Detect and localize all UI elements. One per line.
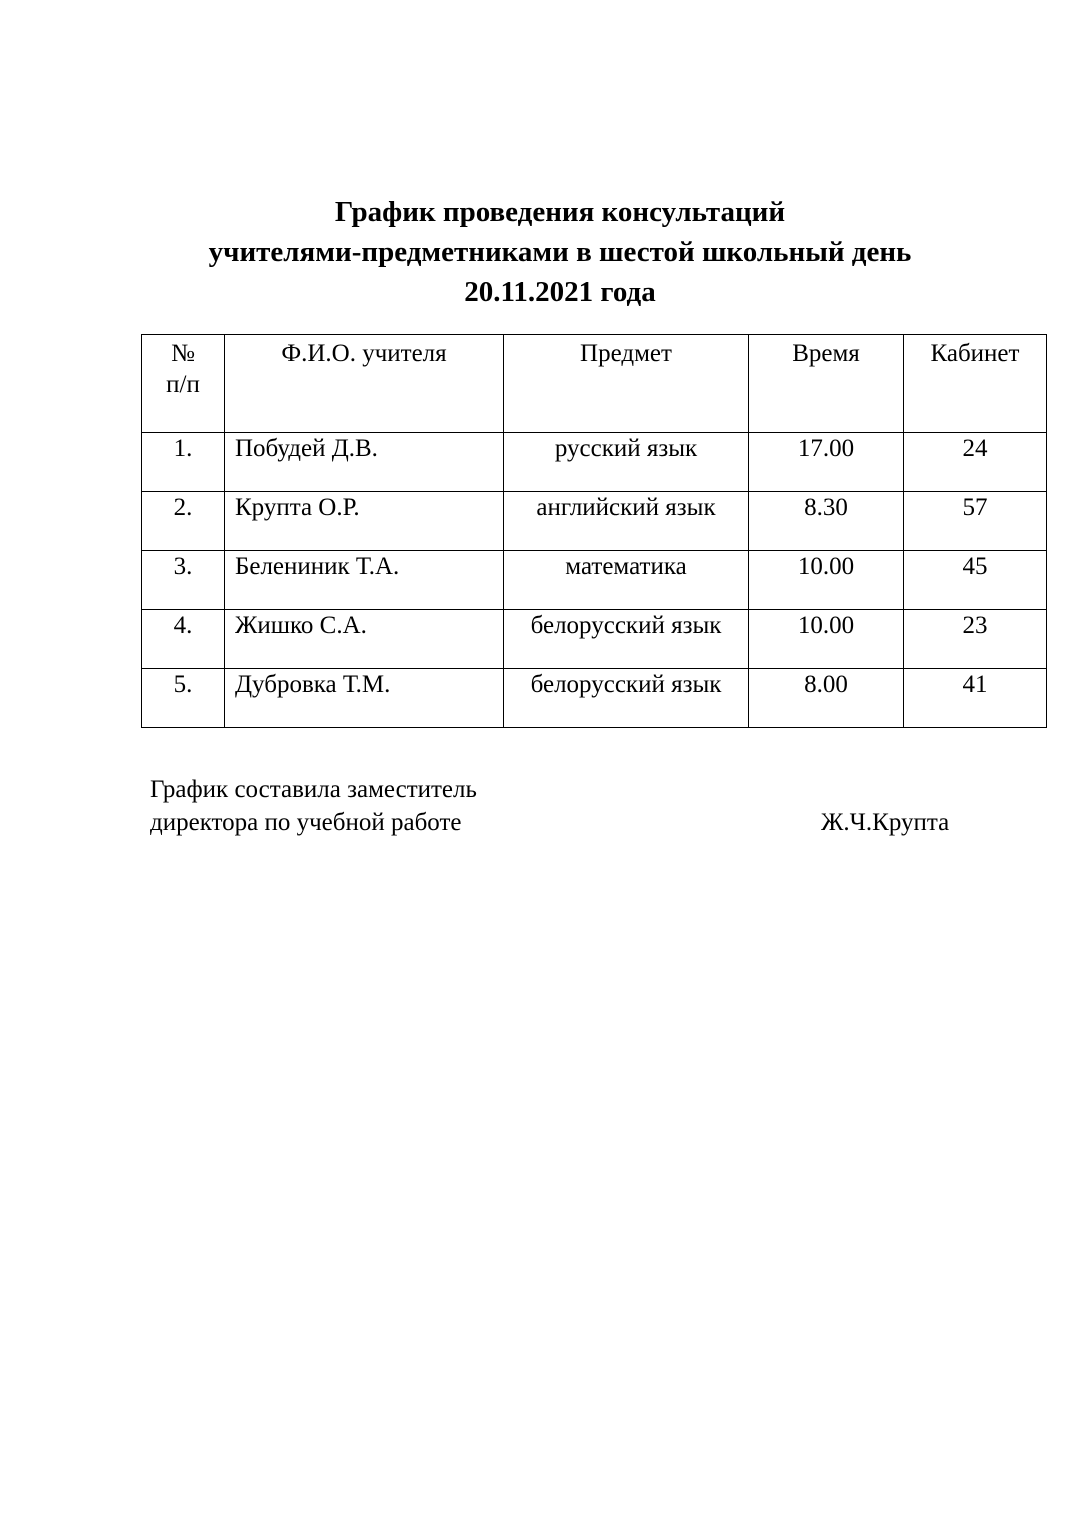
- cell-time: 8.30: [749, 492, 904, 551]
- cell-number: 5.: [142, 669, 225, 728]
- cell-teacher-name: Дубровка Т.М.: [225, 669, 504, 728]
- cell-number: 4.: [142, 610, 225, 669]
- cell-room: 41: [904, 669, 1047, 728]
- document-title: [0, 192, 1080, 312]
- cell-teacher-name: Белениник Т.А.: [225, 551, 504, 610]
- compiled-by-line-1: График составила заместитель: [150, 776, 477, 803]
- table-header-row: [142, 335, 1047, 433]
- table-row: [142, 669, 1047, 728]
- header-teacher-name: Ф.И.О. учителя: [225, 335, 504, 433]
- table-row: [142, 610, 1047, 669]
- cell-time: 8.00: [749, 669, 904, 728]
- cell-room: 57: [904, 492, 1047, 551]
- consultation-schedule-table: [141, 334, 1047, 728]
- cell-room: 23: [904, 610, 1047, 669]
- header-number-symbol: №: [171, 340, 195, 367]
- header-subject: Предмет: [504, 335, 749, 433]
- table-row: [142, 551, 1047, 610]
- table-row: [142, 492, 1047, 551]
- cell-room: 24: [904, 433, 1047, 492]
- cell-number: 3.: [142, 551, 225, 610]
- cell-subject: белорусский язык: [504, 669, 749, 728]
- cell-number: 1.: [142, 433, 225, 492]
- signatory-name: Ж.Ч.Крупта: [821, 809, 950, 836]
- title-line-2: учителями-предметниками в шестой школьный день: [208, 236, 912, 268]
- cell-subject: русский язык: [504, 433, 749, 492]
- header-number: [142, 335, 225, 433]
- cell-subject: математика: [504, 551, 749, 610]
- cell-subject: английский язык: [504, 492, 749, 551]
- cell-teacher-name: Побудей Д.В.: [225, 433, 504, 492]
- header-room: Кабинет: [904, 335, 1047, 433]
- cell-room: 45: [904, 551, 1047, 610]
- title-line-1: График проведения консультаций: [334, 196, 786, 228]
- compiled-by-note: [150, 773, 477, 839]
- cell-time: 10.00: [749, 610, 904, 669]
- cell-number: 2.: [142, 492, 225, 551]
- cell-subject: белорусский язык: [504, 610, 749, 669]
- cell-time: 17.00: [749, 433, 904, 492]
- header-number-abbrev: п/п: [166, 371, 200, 398]
- cell-time: 10.00: [749, 551, 904, 610]
- header-time: Время: [749, 335, 904, 433]
- title-line-3: 20.11.2021 года: [464, 276, 656, 308]
- compiled-by-line-2: директора по учебной работе: [150, 809, 462, 836]
- cell-teacher-name: Жишко С.А.: [225, 610, 504, 669]
- cell-teacher-name: Крупта О.Р.: [225, 492, 504, 551]
- table-row: [142, 433, 1047, 492]
